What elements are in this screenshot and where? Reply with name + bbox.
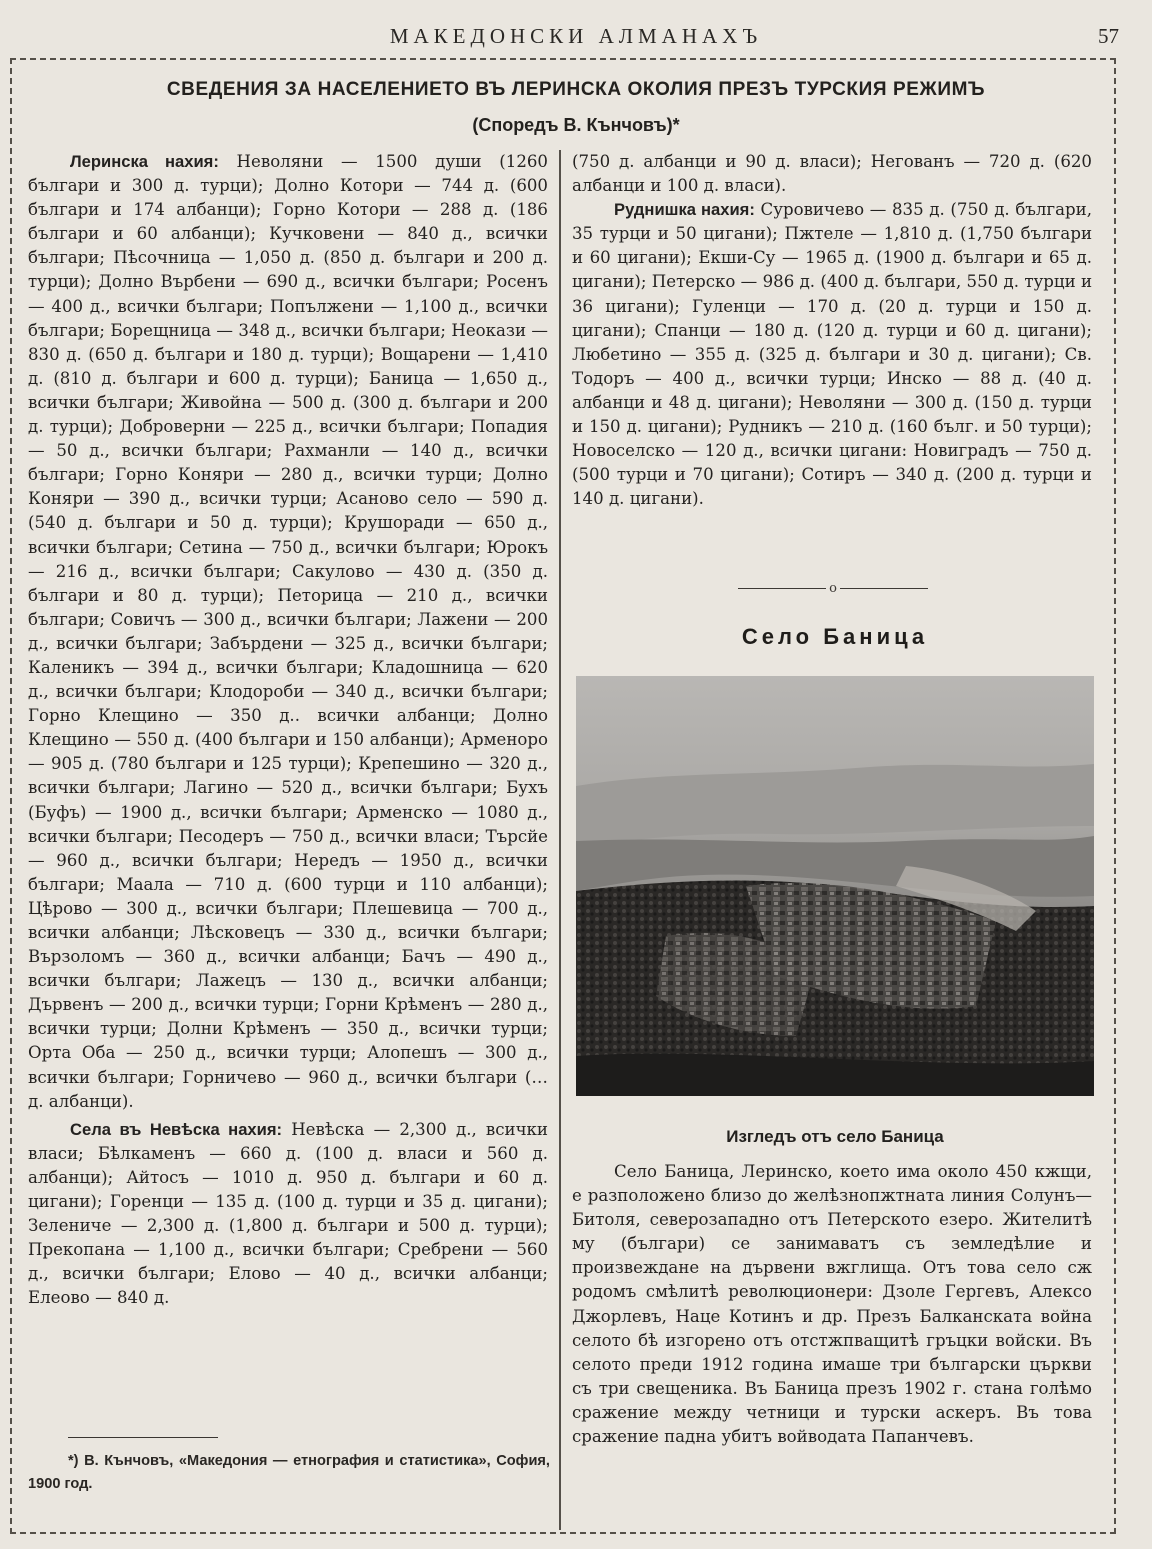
banitsa-paragraph: Село Баница, Леринско, което има около 450 кжщи, е разположено близо до желѣзнопжтната линия Солунъ—Битоля, северозападно отъ Петерското езеро. Жителитѣ му (българи) се занимаватъ съ земледѣлие и произвеждане на дървени вжглища. Отъ това село сж родомъ смѣлитѣ революционери: Дзоле Гергевъ, Алексо Джорлевъ, Наце Котинъ и др. Презъ Балканската война селото бѣ изгорено отъ отстжпващитѣ гръцки войски. Въ селото преди 1912 година имаше три български църкви съ три свещеника. Въ Баница презъ 1902 г. стана голѣмо сражение между четници и турски аскеръ. Въ това сражение падна убитъ войводата Папанчевъ.: [572, 1162, 1092, 1447]
paragraph-lead: Села въ Невѣска нахия:: [70, 1119, 283, 1139]
page-number: 57: [1098, 24, 1119, 48]
article-source: (Споредъ В. Кънчовъ)*: [472, 115, 680, 135]
page-header: [0, 24, 1152, 54]
ornament-line-left: [738, 588, 826, 589]
paragraph-lerinska: [28, 150, 548, 1114]
article-title: СВЕДЕНИЯ ЗА НАСЕЛЕНИЕТО ВЪ ЛЕРИНСКА ОКОЛИЯ ПРЕЗЪ ТУРСКИЯ РЕЖИМЪ: [166, 79, 986, 100]
photo-caption: Изгледъ отъ село Баница: [726, 1127, 944, 1146]
paragraph-nevesk: [28, 1118, 548, 1311]
paragraph-rudnishka: [572, 198, 1092, 511]
left-column: [28, 150, 548, 1311]
section-ornament: [738, 578, 928, 600]
paragraph-continuation: (750 д. албанци и 90 д. власи); Негованъ — 720 д. (620 албанци и 100 д. власи).: [572, 152, 1092, 196]
paragraph-text: Суровичево — 835 д. (750 д. българи, 35 турци и 50 цигани); Пжтеле — 1,810 д. (1,750 българи и 60 цигани); Екши-Су — 1965 д. (1900 д. българи и 65 д. цигани); Петерско — 986 д. (400 д. българи, 550 д. турци и 36 цигани); Гуленци — 170 д. (20 д. турци и 150 д. цигани); Спанци — 180 д. (120 д. турци и 60 д. цигани); Любетино — 355 д. (325 д. българи и 30 д. цигани); Св. Тодоръ — 400 д., всички турци; Инско — 88 д. (40 д. албанци и 48 д. цигани); Неволяни — 300 д. (150 д. турци и 150 д. цигани); Рудникъ — 210 д. (160 бълг. и 50 турци); Новоселско — 120 д., всички цигани: Новиградъ — 750 д. (500 турци и 70 цигани); Сотиръ — 340 д. (200 д. турци и 140 д. цигани).: [572, 200, 1092, 509]
village-photo-image: [576, 676, 1094, 1096]
paragraph-lead: Руднишка нахия:: [614, 200, 755, 220]
footnote: *) В. Кънчовъ, «Македония — етнография и статистика», София, 1900 год.: [28, 1453, 550, 1492]
paragraph-text: Неволяни — 1500 души (1260 българи и 300 д. турци); Долно Котори — 744 д. (600 българи и 174 албанци); Горно Котори — 288 д. (186 българи и 60 албанци); Кучковени — 840 д., всички българи; Пѣсочница — 1,050 д. (850 д. българи и 200 д. турци); Долно Върбени — 690 д., всички българи; Росенъ — 400 д., всички българи; Попължени — 1,100 д., всички българи; Борещница — 348 д., всички българи; Неокази — 830 д. (650 д. българи и 180 д. турци); Вощарени — 1,410 д. (810 д. българи и 600 д. турци); Баница — 1,650 д., всички българи; Живойна — 500 д. (300 д. българи и 200 д. турци); Доброверни — 225 д., всички българи; Попадия — 50 д., всички българи; Рахманли — 140 д., всички българи; Горно Коняри — 280 д., всички турци; Долно Коняри — 390 д., всички турци; Асаново село — 590 д. (540 д. българи и 50 д. турци); Крушоради — 650 д., всички българи; Сетина — 750 д., всички българи; Юрокъ — 216 д., всички българи; Сакулово — 430 д. (350 д. българи и 80 д. турци); Петорица — 210 д., всички българи; Совичъ — 300 д., всички българи; Лажени — 200 д., всички българи; Забърдени — 325 д., всички българи; Каленикъ — 394 д., всички българи; Кладошница — 620 д., всички българи; Клодороби — 340 д., всички българи; Горно Клещино — 350 д.. всички албанци; Долно Клещино — 550 д. (400 българи и 150 албанци); Арменоро — 905 д. (780 българи и 125 турци); Крепешино — 320 д., всички българи; Лагино — 520 д., всички българи; Бухъ (Буфъ) — 1900 д., всички българи; Арменско — 1080 д., всички българи; Песодеръ — 750 д., всички власи; Търсйе — 960 д., всички българи; Нередъ — 1950 д., всички българи; Маала — 710 д. (600 турци и 110 албанци); Цѣрово — 300 д., всички българи; Плешевица — 700 д., всички албанци; Лѣсковецъ — 330 д., всички българи; Вързоломъ — 360 д., всички албанци; Бачъ — 490 д., всички българи; Лажецъ — 130 д., всички албанци; Дървенъ — 200 д., всички турци; Горни Крѣменъ — 280 д., всички турци; Долни Крѣменъ — 350 д., всички турци; Орта Оба — 250 д., всички турци; Алопешъ — 300 д., всички българи; Горничево — 960 д., всички българи (… д. албанци).: [28, 152, 548, 1111]
column-divider: [559, 150, 561, 1530]
paragraph-text: Невѣска — 2,300 д., всички власи; Бѣлкаменъ — 660 д. (100 д. власи и 560 д. албанци); Айтосъ — 1010 д. 950 д. българи и 60 д. цигани); Горенци — 135 д. (100 д. турци и 35 д. цигани); Зелениче — 2,300 д. (1,800 д. българи и 500 д. турци); Прекопана — 1,100 д., всички българи; Сребрени — 560 д., всички българи; Елово — 40 д., всички албанци; Елеово — 840 д.: [28, 1119, 548, 1308]
running-title: МАКЕДОНСКИ АЛМАНАХЪ: [389, 24, 763, 48]
section-title: Село Баница: [741, 624, 929, 649]
ornament-circle: o: [829, 581, 837, 596]
village-photo: [576, 676, 1094, 1096]
ornament-line-right: [840, 588, 928, 589]
banitsa-text-column: [572, 1160, 1092, 1449]
footnote-rule: [68, 1437, 218, 1438]
right-column: [572, 150, 1092, 511]
paragraph-lead: Леринска нахия:: [70, 152, 219, 171]
